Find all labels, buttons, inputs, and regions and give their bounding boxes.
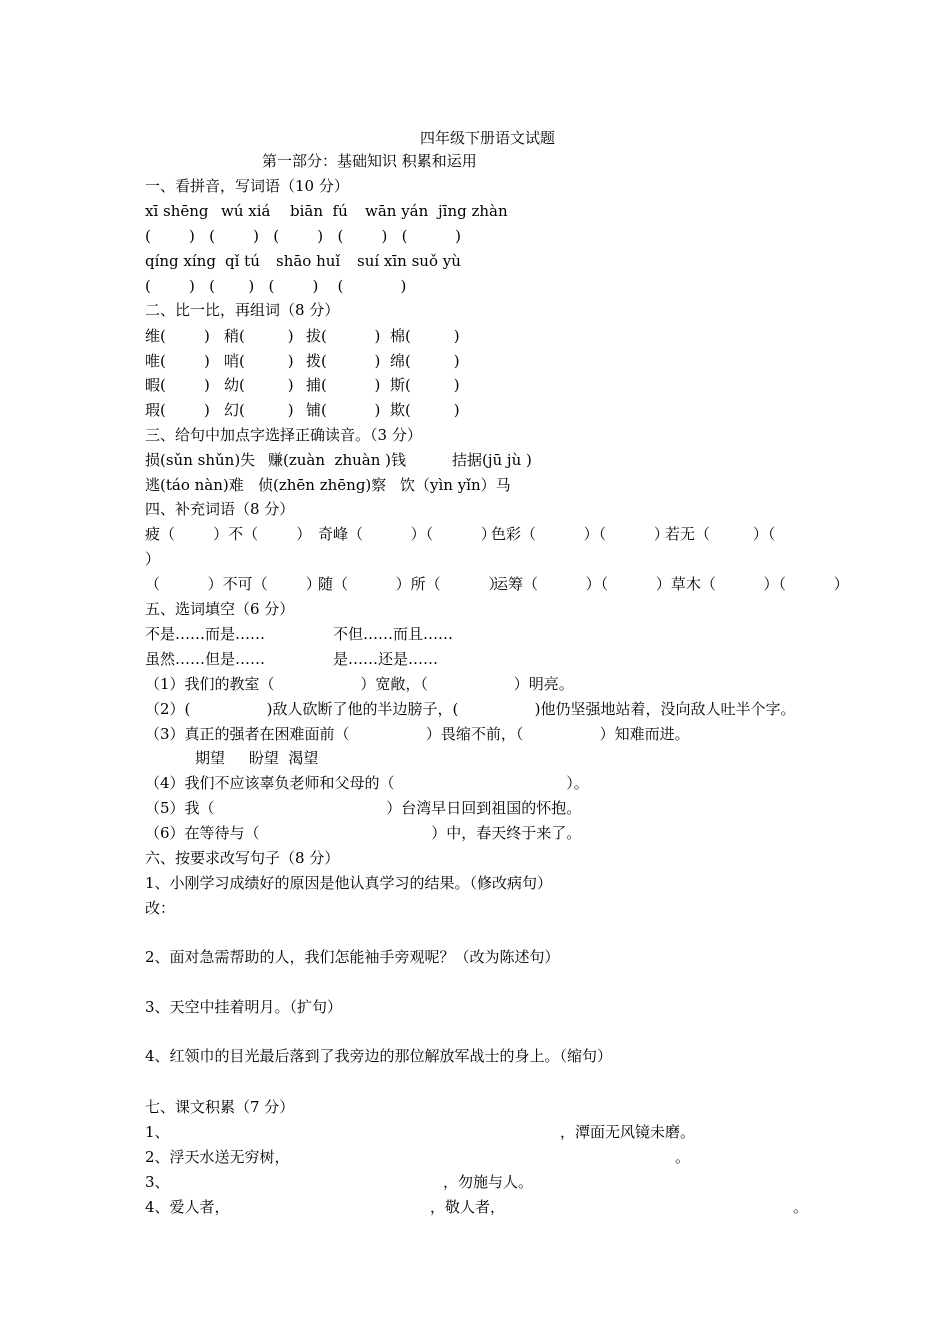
char-item[interactable]: 斯( ) (390, 376, 460, 394)
poem-text: ，敬人者， (430, 1198, 506, 1216)
poem-text: 2、浮天水送无穷树， (145, 1148, 290, 1166)
fill-question[interactable]: （4）我们不应该辜负老师和父母的（ ）。 (145, 774, 589, 792)
rewrite-question: 1、小刚学习成绩好的原因是他认真学习的结果。（修改病句） (145, 874, 553, 892)
poem-text: 。 (793, 1198, 809, 1216)
pinyin: xī shēng (145, 202, 209, 220)
idiom-item[interactable]: 随（ ）所（ ） (318, 575, 504, 593)
char-item[interactable]: 哨( ) (224, 352, 294, 370)
page-subtitle: 第一部分：基础知识 积累和运用 (262, 152, 477, 170)
fill-question[interactable]: （5）我（ ）台湾早日回到祖国的怀抱。 (145, 799, 582, 817)
char-item[interactable]: 唯( ) (145, 352, 210, 370)
char-item[interactable]: 幻( ) (224, 401, 294, 419)
pinyin: suí xīn suǒ yù (357, 252, 461, 270)
fill-question[interactable]: （1）我们的教室（ ）宽敞，（ ）明亮。 (145, 675, 574, 693)
pronunciation-item[interactable]: 拮据(jū jù ) (452, 451, 532, 469)
section-6-heading: 六、按要求改写句子（8 分） (145, 849, 340, 867)
word-pair: 虽然……但是…… (145, 650, 266, 668)
char-item[interactable]: 绵( ) (390, 352, 460, 370)
idiom-item[interactable]: （ ）不可（ ） (145, 575, 321, 593)
pinyin: jīng zhàn (438, 202, 508, 220)
section-3-heading: 三、给句中加点字选择正确读音。（3 分） (145, 426, 422, 444)
pinyin: qǐ tú (225, 252, 260, 270)
pronunciation-item[interactable]: 饮（yìn yǐn）马 (400, 476, 511, 494)
poem-text: ，勿施与人。 (443, 1173, 534, 1191)
pinyin: biān fú (290, 202, 348, 220)
word-choices: 期望 盼望 渴望 (195, 749, 319, 767)
word-pair: 不但……而且…… (333, 625, 454, 643)
answer-label[interactable]: 改： (145, 899, 176, 917)
poem-text: 。 (675, 1148, 691, 1166)
section-4-heading: 四、补充词语（8 分） (145, 500, 295, 518)
char-item[interactable]: 棉( ) (390, 327, 460, 345)
idiom-item[interactable]: 疲（ ）不（ ） (145, 525, 312, 543)
pronunciation-item[interactable]: 侦(zhēn zhēnɡ)察 (258, 476, 387, 494)
char-item[interactable]: 稍( ) (224, 327, 294, 345)
pinyin: shāo huǐ (276, 252, 341, 270)
page-title: 四年级下册语文试题 (420, 129, 556, 147)
fill-question[interactable]: （6）在等待与（ ）中，春天终于来了。 (145, 824, 582, 842)
pronunciation-item[interactable]: 损(sǔn shǔn)失 (145, 451, 256, 469)
section-1-heading: 一、看拼音，写词语（10 分） (145, 177, 349, 195)
char-item[interactable]: 拨( ) (306, 352, 381, 370)
answer-blanks[interactable]: ( ) ( ) ( ) ( ) ( ) (145, 227, 461, 245)
pinyin: qíng xíng (145, 252, 216, 270)
fill-question[interactable]: （2）( )敌人砍断了他的半边膀子，( )他仍坚强地站着，没向敌人吐半个字。 (145, 700, 796, 718)
idiom-item[interactable]: 色彩（ ）（ ） (491, 525, 669, 543)
char-item[interactable]: 瑕( ) (145, 401, 210, 419)
char-item[interactable]: 欺( ) (390, 401, 460, 419)
char-item[interactable]: 暇( ) (145, 376, 210, 394)
word-pair: 是……还是…… (333, 650, 439, 668)
char-item[interactable]: 捕( ) (306, 376, 381, 394)
char-item[interactable]: 维( ) (145, 327, 210, 345)
char-item[interactable]: 拔( ) (306, 327, 381, 345)
rewrite-question: 3、天空中挂着明月。（扩句） (145, 998, 343, 1016)
answer-blanks[interactable]: ( ) ( ) ( ) ( ) (145, 277, 407, 295)
idiom-item[interactable]: 若无（ ）（ (665, 525, 776, 543)
poem-text: ，潭面无风镜未磨。 (560, 1123, 696, 1141)
idiom-item[interactable]: 奇峰（ ）（ ） (318, 525, 496, 543)
idiom-wrap: ） (145, 550, 161, 568)
rewrite-question: 4、红领巾的目光最后落到了我旁边的那位解放军战士的身上。（缩句） (145, 1047, 613, 1065)
char-item[interactable]: 幼( ) (224, 376, 294, 394)
pronunciation-item[interactable]: 赚(zuàn zhuàn )钱 (268, 451, 407, 469)
poem-text: 4、爱人者， (145, 1198, 230, 1216)
rewrite-question: 2、面对急需帮助的人，我们怎能袖手旁观呢？（改为陈述句） (145, 948, 560, 966)
pronunciation-item[interactable]: 逃(táo nàn)难 (145, 476, 244, 494)
pinyin: wú xiá (221, 202, 271, 220)
char-item[interactable]: 铺( ) (306, 401, 381, 419)
section-5-heading: 五、选词填空（6 分） (145, 600, 295, 618)
fill-question[interactable]: （3）真正的强者在困难面前（ ）畏缩不前，（ ）知难而进。 (145, 725, 690, 743)
pinyin: wān yán (365, 202, 429, 220)
section-7-heading: 七、课文积累（7 分） (145, 1098, 295, 1116)
poem-text: 3、 (145, 1173, 170, 1191)
poem-text: 1、 (145, 1123, 170, 1141)
idiom-item[interactable]: 运筹（ ）（ ）草木（ ）（ ） (493, 575, 849, 593)
section-2-heading: 二、比一比，再组词（8 分） (145, 301, 340, 319)
word-pair: 不是……而是…… (145, 625, 266, 643)
